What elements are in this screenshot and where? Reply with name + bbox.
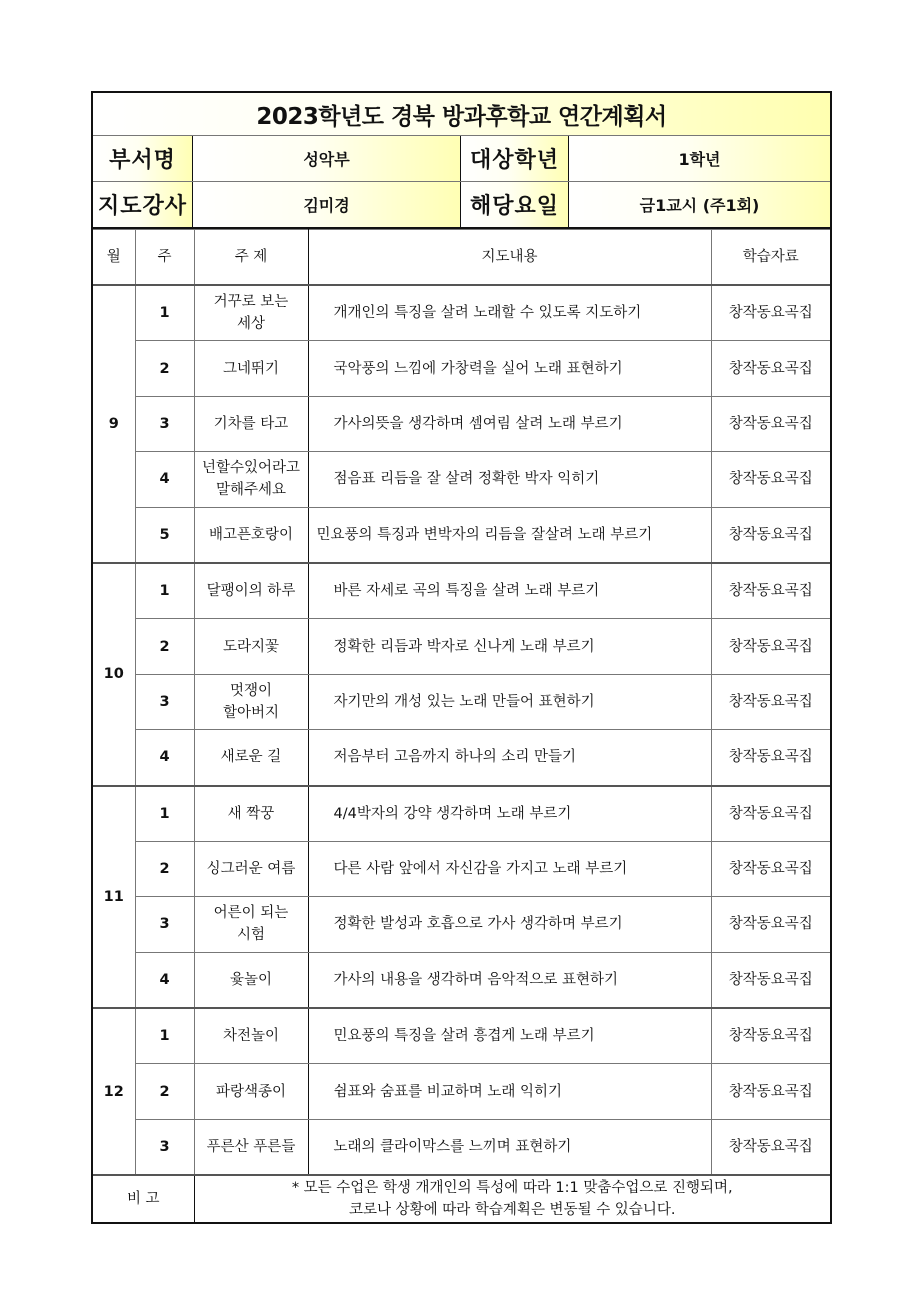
- table-row: [93, 952, 830, 1008]
- week-cell: 1: [135, 1008, 194, 1064]
- content-cell: 국악풍의 느낌에 가창력을 실어 노래 표현하기: [308, 341, 711, 396]
- content-cell: 가사의뜻을 생각하며 셈여림 살려 노래 부르기: [308, 396, 711, 451]
- subject-cell: [194, 952, 308, 1008]
- table-row: [93, 285, 830, 341]
- week-cell: 3: [135, 1119, 194, 1175]
- material-cell: 창작동요곡집: [711, 897, 830, 952]
- table-row: [93, 619, 830, 674]
- material-cell: 창작동요곡집: [711, 1119, 830, 1175]
- week-cell: 1: [135, 786, 194, 842]
- month-cell: 10: [93, 563, 135, 786]
- subject-cell: [194, 730, 308, 786]
- material-cell: 창작동요곡집: [711, 619, 830, 674]
- subject-line-2: 할아버지: [222, 704, 280, 721]
- week-cell: 2: [135, 1064, 194, 1119]
- subject-line-1: 새 짝꿍: [227, 805, 275, 822]
- note-row: [93, 1175, 830, 1222]
- subject-line-1: 푸른산 푸른들: [206, 1139, 296, 1156]
- subject-cell: [194, 341, 308, 396]
- subject-line-2: 세상: [236, 316, 265, 333]
- week-cell: 3: [135, 897, 194, 952]
- subject-line-1: 윷놀이: [229, 971, 273, 988]
- content-cell: 정확한 발성과 호흡으로 가사 생각하며 부르기: [308, 897, 711, 952]
- subject-cell: [194, 786, 308, 842]
- material-cell: 창작동요곡집: [711, 452, 830, 507]
- table-row: [93, 841, 830, 896]
- note-text: [194, 1175, 830, 1222]
- plan-body: [93, 285, 830, 1175]
- subject-cell: [194, 1008, 308, 1064]
- content-cell: 민요풍의 특징과 변박자의 리듬을 잘살려 노래 부르기: [308, 507, 711, 563]
- month-cell: 9: [93, 285, 135, 563]
- table-row: [93, 897, 830, 952]
- header-content: 지도내용: [308, 230, 711, 286]
- table-row: [93, 674, 830, 729]
- subject-line-1: 그네뛰기: [222, 360, 280, 377]
- info-row-dept: [93, 136, 830, 182]
- content-cell: 자기만의 개성 있는 노래 만들어 표현하기: [308, 674, 711, 729]
- subject-cell: [194, 285, 308, 341]
- material-cell: 창작동요곡집: [711, 841, 830, 896]
- subject-cell: [194, 841, 308, 896]
- content-cell: 바른 자세로 곡의 특징을 살려 노래 부르기: [308, 563, 711, 619]
- content-cell: 점음표 리듬을 잘 살려 정확한 박자 익히기: [308, 452, 711, 507]
- annual-plan-document: [91, 91, 832, 1224]
- grade-label: 대상학년: [461, 136, 569, 181]
- table-row: [93, 1064, 830, 1119]
- week-cell: 3: [135, 674, 194, 729]
- subject-line-1: 싱그러운 여름: [206, 861, 296, 878]
- content-cell: 노래의 클라이막스를 느끼며 표현하기: [308, 1119, 711, 1175]
- content-cell: 쉼표와 숨표를 비교하며 노래 익히기: [308, 1064, 711, 1119]
- material-cell: 창작동요곡집: [711, 341, 830, 396]
- table-header-row: [93, 230, 830, 286]
- content-cell: 정확한 리듬과 박자로 신나게 노래 부르기: [308, 619, 711, 674]
- subject-cell: [194, 507, 308, 563]
- subject-cell: [194, 619, 308, 674]
- subject-cell: [194, 897, 308, 952]
- subject-line-1: 달팽이의 하루: [206, 583, 296, 600]
- subject-line-1: 파랑색종이: [215, 1083, 287, 1100]
- info-row-teacher: [93, 182, 830, 229]
- header-material: 학습자료: [711, 230, 830, 286]
- material-cell: 창작동요곡집: [711, 396, 830, 451]
- subject-cell: [194, 452, 308, 507]
- grade-value: 1학년: [569, 136, 830, 181]
- subject-line-2: 시험: [236, 927, 265, 944]
- week-cell: 2: [135, 341, 194, 396]
- week-cell: 5: [135, 507, 194, 563]
- day-label: 해당요일: [461, 182, 569, 227]
- subject-line-1: 배고픈호랑이: [208, 526, 294, 543]
- week-cell: 1: [135, 285, 194, 341]
- week-cell: 4: [135, 952, 194, 1008]
- material-cell: 창작동요곡집: [711, 1008, 830, 1064]
- month-cell: 12: [93, 1008, 135, 1175]
- subject-line-1: 어른이 되는: [213, 905, 289, 922]
- material-cell: 창작동요곡집: [711, 674, 830, 729]
- week-cell: 4: [135, 730, 194, 786]
- table-row: [93, 730, 830, 786]
- table-row: [93, 396, 830, 451]
- subject-line-1: 멋쟁이: [229, 682, 273, 699]
- material-cell: 창작동요곡집: [711, 563, 830, 619]
- material-cell: 창작동요곡집: [711, 786, 830, 842]
- week-cell: 4: [135, 452, 194, 507]
- subject-cell: [194, 396, 308, 451]
- content-cell: 가사의 내용을 생각하며 음악적으로 표현하기: [308, 952, 711, 1008]
- header-week: 주: [135, 230, 194, 286]
- subject-line-2: 말해주세요: [215, 482, 287, 499]
- table-row: [93, 507, 830, 563]
- document-title: 2023학년도 경북 방과후학교 연간계획서: [93, 93, 830, 136]
- subject-cell: [194, 1119, 308, 1175]
- table-row: [93, 341, 830, 396]
- dept-value: 성악부: [193, 136, 461, 181]
- subject-line-1: 기차를 타고: [213, 415, 289, 432]
- teacher-label: 지도강사: [93, 182, 193, 227]
- table-row: [93, 1008, 830, 1064]
- week-cell: 2: [135, 619, 194, 674]
- note-label: 비 고: [93, 1175, 194, 1222]
- subject-line-1: 도라지꽃: [222, 638, 280, 655]
- content-cell: 4/4박자의 강약 생각하며 노래 부르기: [308, 786, 711, 842]
- subject-line-1: 차전놀이: [222, 1028, 280, 1045]
- week-cell: 3: [135, 396, 194, 451]
- table-row: [93, 452, 830, 507]
- teacher-value: 김미경: [193, 182, 461, 227]
- month-cell: 11: [93, 786, 135, 1009]
- material-cell: 창작동요곡집: [711, 952, 830, 1008]
- content-cell: 저음부터 고음까지 하나의 소리 만들기: [308, 730, 711, 786]
- subject-cell: [194, 563, 308, 619]
- material-cell: 창작동요곡집: [711, 730, 830, 786]
- table-row: [93, 786, 830, 842]
- dept-label: 부서명: [93, 136, 193, 181]
- week-cell: 1: [135, 563, 194, 619]
- material-cell: 창작동요곡집: [711, 1064, 830, 1119]
- header-subject: 주 제: [194, 230, 308, 286]
- content-cell: 다른 사람 앞에서 자신감을 가지고 노래 부르기: [308, 841, 711, 896]
- table-row: [93, 563, 830, 619]
- subject-line-1: 거꾸로 보는: [213, 294, 289, 311]
- subject-line-1: 새로운 길: [220, 749, 282, 766]
- plan-table: [93, 229, 830, 1222]
- subject-cell: [194, 674, 308, 729]
- content-cell: 개개인의 특징을 살려 노래할 수 있도록 지도하기: [308, 285, 711, 341]
- material-cell: 창작동요곡집: [711, 285, 830, 341]
- header-month: 월: [93, 230, 135, 286]
- subject-line-1: 넌할수있어라고: [201, 460, 301, 477]
- table-row: [93, 1119, 830, 1175]
- day-value: 금1교시 (주1회): [569, 182, 830, 227]
- content-cell: 민요풍의 특징을 살려 흥겹게 노래 부르기: [308, 1008, 711, 1064]
- week-cell: 2: [135, 841, 194, 896]
- note-line-2: 코로나 상황에 따라 학습계획은 변동될 수 있습니다.: [349, 1202, 676, 1219]
- material-cell: 창작동요곡집: [711, 507, 830, 563]
- subject-cell: [194, 1064, 308, 1119]
- note-line-1: * 모든 수업은 학생 개개인의 특성에 따라 1:1 맞춤수업으로 진행되며,: [291, 1180, 733, 1197]
